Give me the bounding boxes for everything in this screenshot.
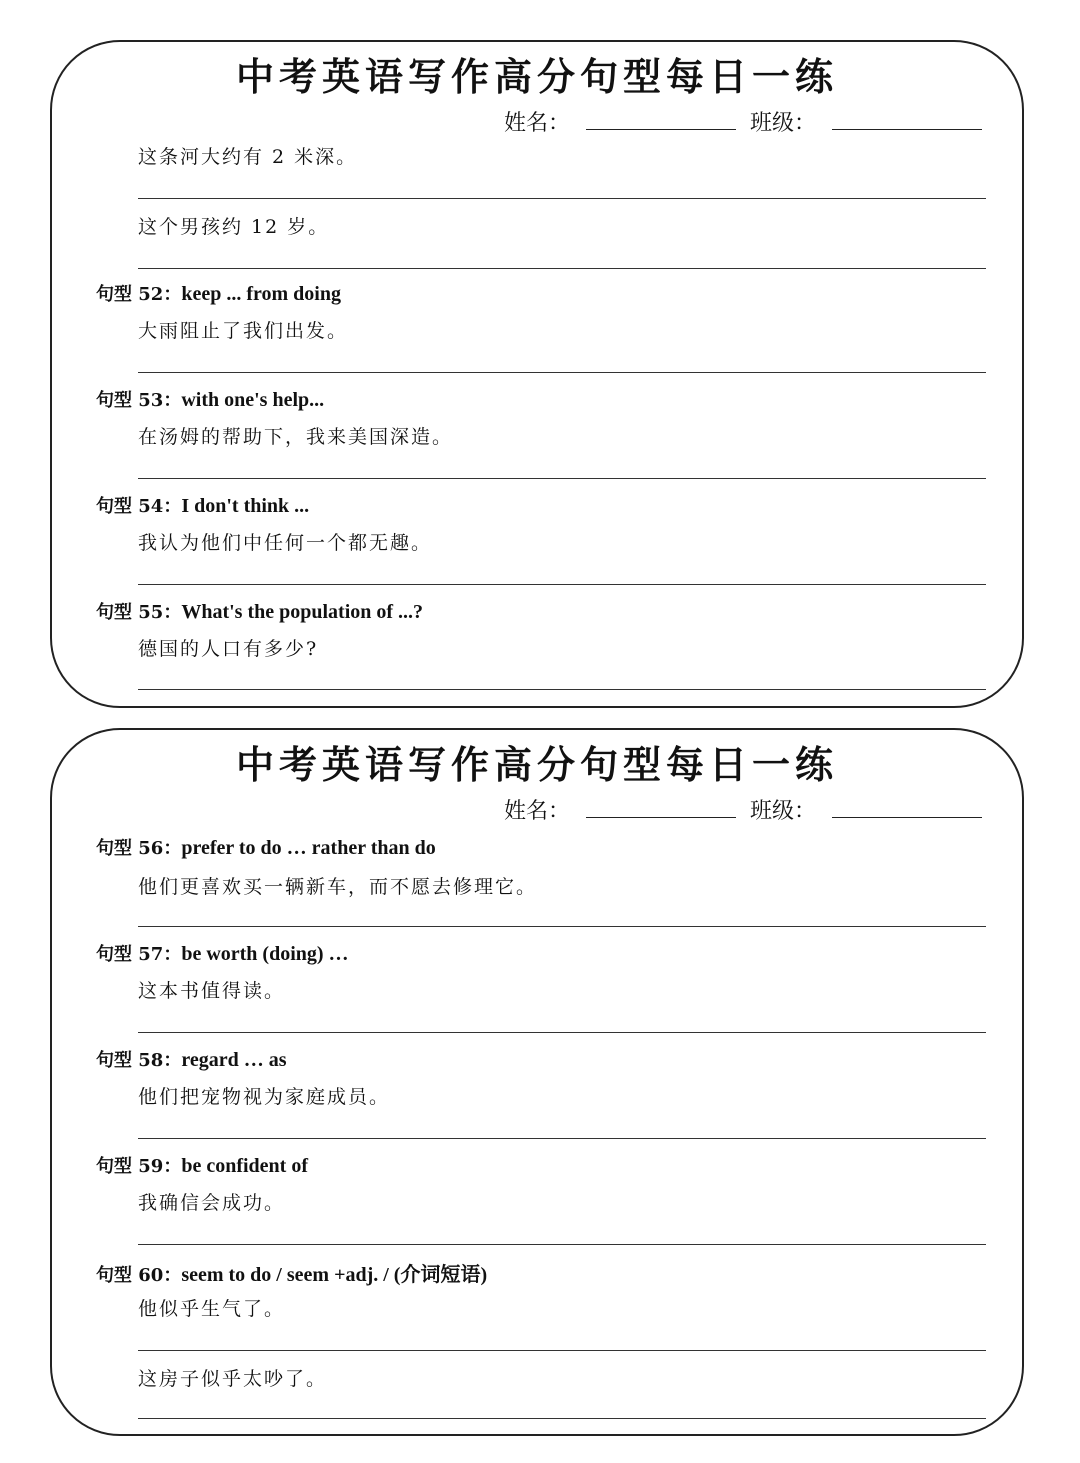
class-label: 班级： [750, 799, 817, 824]
pattern-label: 句型 55： [96, 602, 182, 623]
answer-line[interactable] [138, 926, 986, 927]
pattern-text: seem to do / seem +adj. / (介词短语) [181, 1264, 488, 1286]
class-blank[interactable] [832, 107, 982, 130]
pattern-heading [96, 1152, 308, 1178]
pattern-label: 句型 54： [96, 496, 182, 517]
answer-line[interactable] [138, 1418, 986, 1419]
pattern-text: I don't think ... [181, 495, 310, 517]
pattern-label: 句型 52： [96, 284, 182, 305]
answer-line[interactable] [138, 689, 986, 690]
pattern-heading [96, 280, 341, 306]
exercise-sentence: 他们把宠物视为家庭成员。 [138, 1086, 391, 1108]
class-blank[interactable] [832, 795, 982, 818]
answer-line[interactable] [138, 584, 986, 585]
pattern-text: with one's help... [181, 389, 325, 411]
pattern-text: prefer to do … rather than do [181, 837, 436, 859]
worksheet-card-2 [50, 728, 1024, 1436]
pattern-heading [96, 1046, 287, 1072]
answer-line[interactable] [138, 1032, 986, 1033]
name-label: 姓名： [504, 111, 571, 136]
name-blank[interactable] [586, 107, 736, 130]
pattern-text: regard … as [181, 1049, 287, 1071]
worksheet-title: 中考英语写作高分句型每日一练 [235, 743, 838, 787]
exercise-sentence: 我认为他们中任何一个都无趣。 [138, 532, 433, 554]
answer-line[interactable] [138, 1350, 986, 1351]
exercise-sentence: 这条河大约有 2 米深。 [138, 146, 358, 168]
pattern-heading [96, 386, 324, 412]
answer-line[interactable] [138, 268, 986, 269]
pattern-text: What's the population of ...? [181, 601, 424, 623]
pattern-label: 句型 58： [96, 1050, 182, 1071]
exercise-sentence: 他似乎生气了。 [138, 1298, 286, 1320]
pattern-text: be worth (doing) … [181, 943, 349, 965]
worksheet-title: 中考英语写作高分句型每日一练 [235, 55, 838, 99]
answer-line[interactable] [138, 198, 986, 199]
name-field [504, 794, 736, 825]
exercise-sentence: 大雨阻止了我们出发。 [138, 320, 349, 342]
exercise-sentence: 德国的人口有多少? [138, 638, 319, 660]
answer-line[interactable] [138, 478, 986, 479]
exercise-sentence: 在汤姆的帮助下，我来美国深造。 [138, 426, 454, 448]
class-field [750, 794, 982, 825]
pattern-heading [96, 492, 309, 518]
answer-line[interactable] [138, 1138, 986, 1139]
pattern-heading [96, 834, 436, 860]
pattern-label: 句型 57： [96, 944, 182, 965]
pattern-label: 句型 59： [96, 1156, 182, 1177]
pattern-label: 句型 56： [96, 838, 182, 859]
answer-line[interactable] [138, 1244, 986, 1245]
name-blank[interactable] [586, 795, 736, 818]
exercise-sentence: 这本书值得读。 [138, 980, 286, 1002]
pattern-text: be confident of [181, 1155, 308, 1177]
pattern-label: 句型 60： [96, 1265, 182, 1286]
pattern-heading [96, 598, 423, 624]
pattern-text: keep ... from doing [181, 283, 341, 305]
pattern-heading [96, 940, 349, 966]
exercise-sentence: 我确信会成功。 [138, 1192, 286, 1214]
answer-line[interactable] [138, 372, 986, 373]
class-label: 班级： [750, 111, 817, 136]
name-label: 姓名： [504, 799, 571, 824]
exercise-sentence: 这个男孩约 12 岁。 [138, 216, 330, 238]
class-field [750, 106, 982, 137]
worksheet-card-1 [50, 40, 1024, 708]
exercise-sentence: 这房子似乎太吵了。 [138, 1368, 328, 1390]
exercise-sentence: 他们更喜欢买一辆新车，而不愿去修理它。 [138, 876, 538, 898]
pattern-heading [96, 1258, 487, 1287]
pattern-label: 句型 53： [96, 390, 182, 411]
name-field [504, 106, 736, 137]
